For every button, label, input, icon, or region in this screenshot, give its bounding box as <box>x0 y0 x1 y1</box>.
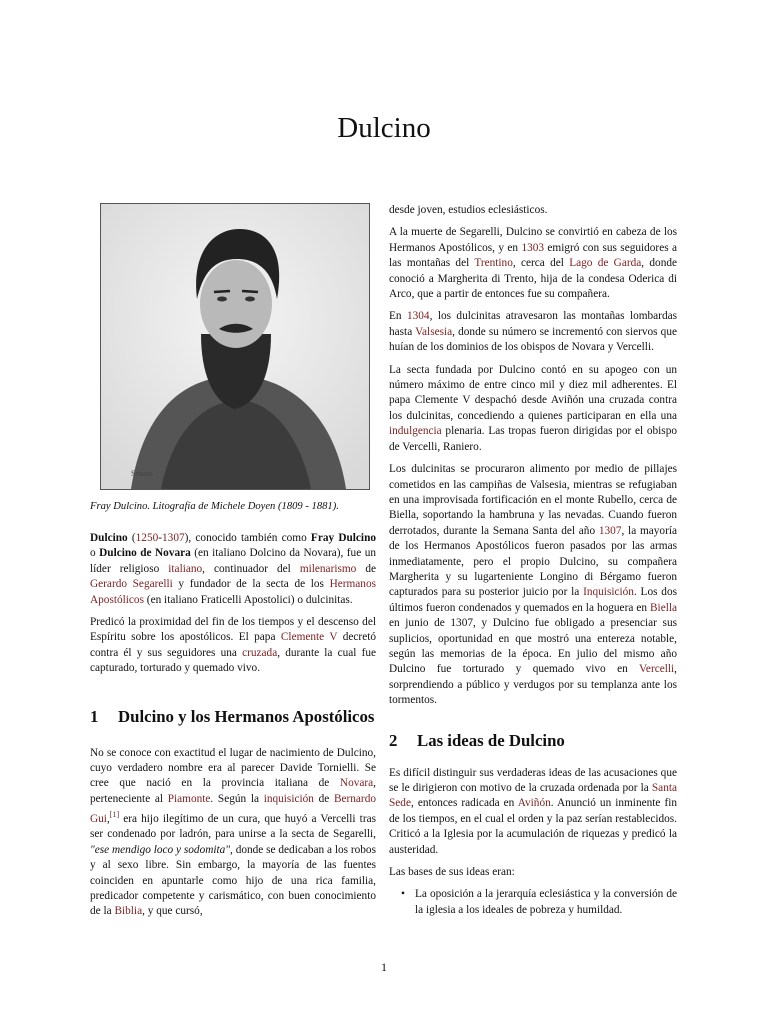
inline-link[interactable]: Bernardo Gui <box>90 792 376 826</box>
inline-link[interactable]: Biblia <box>114 905 143 918</box>
inline-link[interactable]: Biella <box>650 601 677 614</box>
inline-link[interactable]: Piamonte <box>167 792 211 805</box>
section-2-title: Las ideas de Dulcino <box>417 730 565 750</box>
page-number: 1 <box>381 960 387 974</box>
text-run: y fundador de la secta de los <box>172 578 330 591</box>
text-run: Fray Dulcino <box>310 532 377 544</box>
artist-signature: Senato <box>131 469 153 478</box>
inline-link[interactable]: Clemente V <box>280 631 338 644</box>
portrait-image <box>101 204 369 489</box>
section-1-paragraph-1 <box>90 746 376 920</box>
section-2-paragraph-1 <box>389 766 677 858</box>
inline-link[interactable]: Aviñón <box>517 797 551 810</box>
section-2-heading <box>389 730 677 752</box>
text-run: en junio de 1307, y Dulcino fue obligado a presenciar sus suplicios, oportunidad en que mostró una entereza notable, según las memorias de la época. En julio del mismo año Dulcino fue torturado y quemado vivo en <box>389 617 677 676</box>
text-run: . Anunció un inminente fin de los tiempos, en el cual el orden y la paz serían restablecidos. Criticó a la Iglesia por la acumulación de riquezas y predicó la austeridad. <box>389 797 677 856</box>
text-run: Las bases de sus ideas eran: <box>389 866 515 879</box>
ideas-list <box>389 887 677 918</box>
inline-link[interactable]: italiano <box>168 562 203 575</box>
text-run: En <box>389 310 407 323</box>
text-run: A la muerte de Segarelli, Dulcino se convirtió en cabeza de los Hermanos Apostólicos, y en <box>389 226 677 254</box>
right-paragraph-2 <box>389 309 677 355</box>
inline-link[interactable]: Vercelli <box>639 663 675 676</box>
text-run: La secta fundada por Dulcino contó en su apogeo con un número máximo de entre cinco mil y diez mil adherentes. El papa Clemente V despachó desde Aviñón una cruzada contra los dulcinitas, concediendo a quienes participaran en ella una <box>389 363 677 422</box>
page-title: Dulcino <box>337 112 431 144</box>
text-run: . Los dos últimos fueron condenados y quemados en la hoguera en <box>389 586 677 614</box>
text-run: de <box>356 562 376 575</box>
inline-link[interactable]: 1250 <box>135 532 159 544</box>
text-run: ), conocido también como <box>184 532 311 544</box>
right-paragraph-3 <box>389 363 677 455</box>
continuation-paragraph <box>389 203 677 218</box>
text-run: (en italiano Fraticelli Apostolici) o dulcinitas. <box>143 593 353 606</box>
text-run: , sorprendiendo a público y verdugos por su templanza ante los tormentos. <box>389 663 677 707</box>
text-run: Los dulcinitas se procuraron alimento por medio de pillajes cometidos en las campiñas de Valsesia, mientras se refugiaban en una improvisada fortificación en el monte Rubello, cerca de Biella, soportando la hambruna y las nevadas. Cuando fueron derrotados, durante la Semana Santa del año <box>389 463 677 537</box>
text-run: ( <box>127 532 136 544</box>
section-2-number: 2 <box>389 730 398 750</box>
text-run: , donde su número se incrementó con siervos que huían de los dominios de los obispos de Novara y Vercelli. <box>389 325 677 354</box>
inline-link[interactable]: Lago de Garda <box>569 257 642 270</box>
text-run: , durante la cual fue capturado, torturado y quemado vivo. <box>90 646 376 675</box>
text-run: Dulcino de Novara <box>99 547 191 560</box>
text-run: , continuador del <box>202 562 300 575</box>
inline-link[interactable]: Santa Sede <box>389 782 677 810</box>
text-run: de <box>313 792 334 805</box>
section-2-paragraph-2 <box>389 865 677 880</box>
intro-paragraph-1 <box>90 531 376 608</box>
text-run: , <box>106 813 110 826</box>
right-paragraph-1 <box>389 225 677 302</box>
section-1-title: Dulcino y los Hermanos Apostólicos <box>118 706 375 726</box>
portrait-figure <box>100 203 370 490</box>
inline-link[interactable]: 1307 <box>162 532 185 544</box>
text-run: decretó contra él y sus seguidores una <box>90 631 376 659</box>
left-column <box>90 531 376 927</box>
figure-caption: Fray Dulcino. Litografía de Michele Doyen (1809 - 1881). <box>90 501 339 512</box>
text-run: Predicó la proximidad del fin de los tiempos y el descenso del Espíritu sobre los apostólicos. El papa <box>90 616 376 644</box>
inline-link[interactable]: Gerardo Segarelli <box>90 578 173 591</box>
inline-link[interactable]: 1303 <box>521 241 545 254</box>
text-run: , entonces radicada en <box>410 797 518 810</box>
list-item: • La oposición a la jerarquía eclesiástica y la conversión de la iglesia a los ideales de pobreza y humildad. <box>415 887 677 918</box>
text-run: . Según la <box>210 792 264 805</box>
inline-link[interactable]: indulgencia <box>389 425 442 438</box>
text-run: , y que cursó, <box>142 905 203 918</box>
text-run: , la mayoría de los Hermanos Apostólicos fueron pasados por las armas inmediatamente, pero el propio Dulcino, su compañera Margherita y su lugarteniente Longino di Bérgamo fueron capturados para su posterior juicio por la <box>389 524 677 599</box>
text-run: plenaria. Las tropas fueron dirigidas por el obispo de Vercelli, Raniero. <box>389 425 677 453</box>
text-run: - <box>158 532 163 544</box>
inline-link[interactable]: cruzada <box>242 646 278 659</box>
text-run: desde joven, estudios eclesiásticos. <box>389 204 548 216</box>
right-paragraph-4 <box>389 462 677 709</box>
text-run: emigró con sus seguidores a las montañas del <box>389 241 678 270</box>
intro-paragraph-2 <box>90 615 376 677</box>
inline-link[interactable]: Valsesia <box>415 325 453 338</box>
inline-link[interactable]: Trentino <box>474 257 513 270</box>
text-run: , donde conoció a Margherita di Trento, hija de la condesa Oderica di Arco, que a partir de entonces fue su compañera. <box>389 257 678 301</box>
text-run: , cerca del <box>512 257 570 270</box>
section-1-number: 1 <box>90 706 99 726</box>
inline-link[interactable]: milenarismo <box>299 562 357 575</box>
text-run: era hijo ilegítimo de un cura, que huyó a Vercelli tras ser condenado por ladrón, para unirse a la secta de Segarelli, <box>90 813 376 841</box>
inline-link[interactable]: 1304 <box>406 310 430 323</box>
text-run: No se conoce con exactitud el lugar de nacimiento de Dulcino, cuyo verdadero nombre era al parecer Davide Tornielli. Se cree que nació en la provincia italiana de <box>90 746 376 790</box>
text-run: , donde se dedicaban a los robos y al sexo libre. Sin embargo, la mayoría de las fuentes coinciden en apuntarle como hijo de una rica familia, predicador competente y carismático, con buen conocimiento de la <box>90 843 376 918</box>
text-run: (en italiano Dolcino da Novara), fue un líder religioso <box>90 547 376 575</box>
text-run: , los dulcinitas atravesaron las montañas lombardas hasta <box>389 310 678 338</box>
text-run: "ese mendigo loco y sodomita" <box>90 843 231 856</box>
inline-link[interactable]: inquisición <box>263 792 314 805</box>
citation-link[interactable]: [1] <box>109 810 120 820</box>
section-1-heading <box>90 706 376 728</box>
text-run: Dulcino <box>90 532 128 544</box>
right-column <box>389 203 677 918</box>
inline-link[interactable]: 1307 <box>598 524 622 537</box>
text-run: Es difícil distinguir sus verdaderas ideas de las acusaciones que se le dirigieron con motivo de la cruzada ordenada por la <box>389 766 677 794</box>
text-run: , perteneciente al <box>90 777 376 805</box>
inline-link[interactable]: Hermanos Apostólicos <box>90 578 376 606</box>
inline-link[interactable]: Novara <box>339 777 374 790</box>
text-run: o <box>90 547 100 560</box>
inline-link[interactable]: Inquisición <box>583 586 634 599</box>
